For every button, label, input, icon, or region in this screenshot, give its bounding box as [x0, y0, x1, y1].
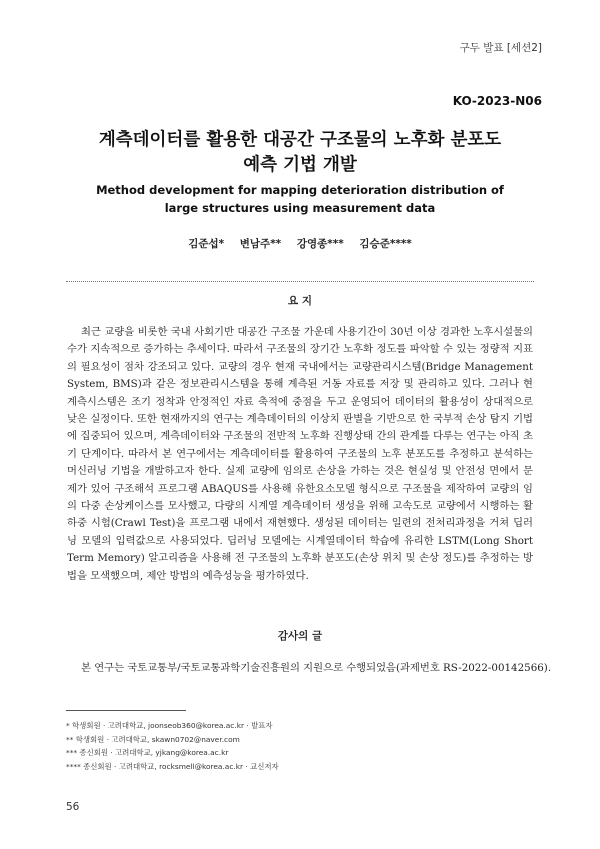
footnotes: [66, 719, 279, 773]
author-4: 김승준****: [359, 238, 412, 250]
section-divider: [66, 281, 534, 282]
author-3: 강영종***: [296, 238, 344, 250]
english-title-line-2: large structures using measurement data: [164, 201, 436, 215]
footnote-divider: [66, 710, 186, 711]
author-2: 변남주**: [239, 238, 282, 250]
footnote-2: ** 학생회원 · 고려대학교, skawn0702@naver.com: [66, 734, 240, 744]
footnote-3: *** 종신회원 · 고려대학교, yjkang@korea.ac.kr: [66, 748, 229, 758]
footnote-1: * 학생회원 · 고려대학교, joonseob360@korea.ac.kr · 발표자: [66, 721, 273, 730]
abstract-heading: 요 지: [288, 295, 312, 307]
page-number: 56: [66, 801, 80, 813]
korean-title: [0, 128, 600, 178]
author-1: 김준섭*: [188, 238, 225, 250]
korean-title-line-2: 예측 기법 개발: [243, 155, 357, 175]
english-title: [0, 181, 600, 217]
english-title-line-1: Method development for mapping deterioration distribution of: [96, 183, 504, 197]
korean-title-line-1: 계측데이터를 활용한 대공간 구조물의 노후화 분포도: [98, 130, 502, 150]
acknowledgement-text: 본 연구는 국토교통부/국토교통과학기술진흥원의 지원으로 수행되었음(과제번호 RS-2022-00142566).: [81, 662, 552, 674]
footnote-4: **** 종신회원 · 고려대학교, rocksmell@korea.ac.kr · 교신저자: [66, 761, 279, 771]
abstract-text: 최근 교량을 비롯한 국내 사회기반 대공간 구조물 가운데 사용기간이 30년 이상 경과한 노후시설물의 수가 지속적으로 증가하는 추세이다. 따라서 구조물의 장기간 노후화 정도를 파악할 수 있는 정량적 지표의 필요성이 점차 강조되고 있다. 교량의 경우 현재 국내에서는 교량관리시스템(Bridge Management System, BMS)과 같은 정보관리시스템을 통해 계측된 거동 자료를 저장 및 관리하고 있다. 그러나 현 계측시스템은 조기 정착과 안정적인 자료 축적에 중점을 두고 운영되어 데이터의 활용성이 상대적으로 낮은 실정이다. 또한 현재까지의 연구는 계측데이터의 이상치 판별을 기반으로 한 국부적 손상 탐지 기법에 집중되어 있으며, 계측데이터와 구조물의 전반적 노후화 진행상태 간의 관계를 다루는 연구는 아직 초기 단계이다. 따라서 본 연구에서는 계측데이터를 활용하여 구조물의 노후 분포도를 추정하고 분석하는 머신러닝 기법을 개발하고자 한다. 실제 교량에 임의로 손상을 가하는 것은 현실성 및 안전성 면에서 문제가 있어 구조해석 프로그램 ABAQUS를 사용해 유한요소모델 형식으로 구조물을 제작하여 교량의 임의 다중 손상케이스를 모사했고, 다량의 시계열 계측데이터 생성을 위해 고속도로 교량에서 시행하는 활하중 시험(Crawl Test)을 프로그램 내에서 재현했다. 생성된 데이터는 일련의 전처리과정을 거쳐 딥러닝 모델의 입력값으로 사용되었다. 딥러닝 모델에는 시계열데이터 학습에 유리한 LSTM(Long Short Term Memory) 알고리즘을 사용해 전 구조물의 노후화 분포도(손상 위치 및 손상 정도)를 추정하는 방법을 모색했으며, 제안 방법의 예측성능을 평가하였다.: [67, 326, 533, 582]
paper-code: KO-2023-N06: [452, 94, 542, 108]
session-label: 구두 발표 [세션2]: [459, 42, 542, 54]
author-list: [0, 236, 600, 251]
acknowledgement-heading: 감사의 글: [277, 630, 323, 642]
